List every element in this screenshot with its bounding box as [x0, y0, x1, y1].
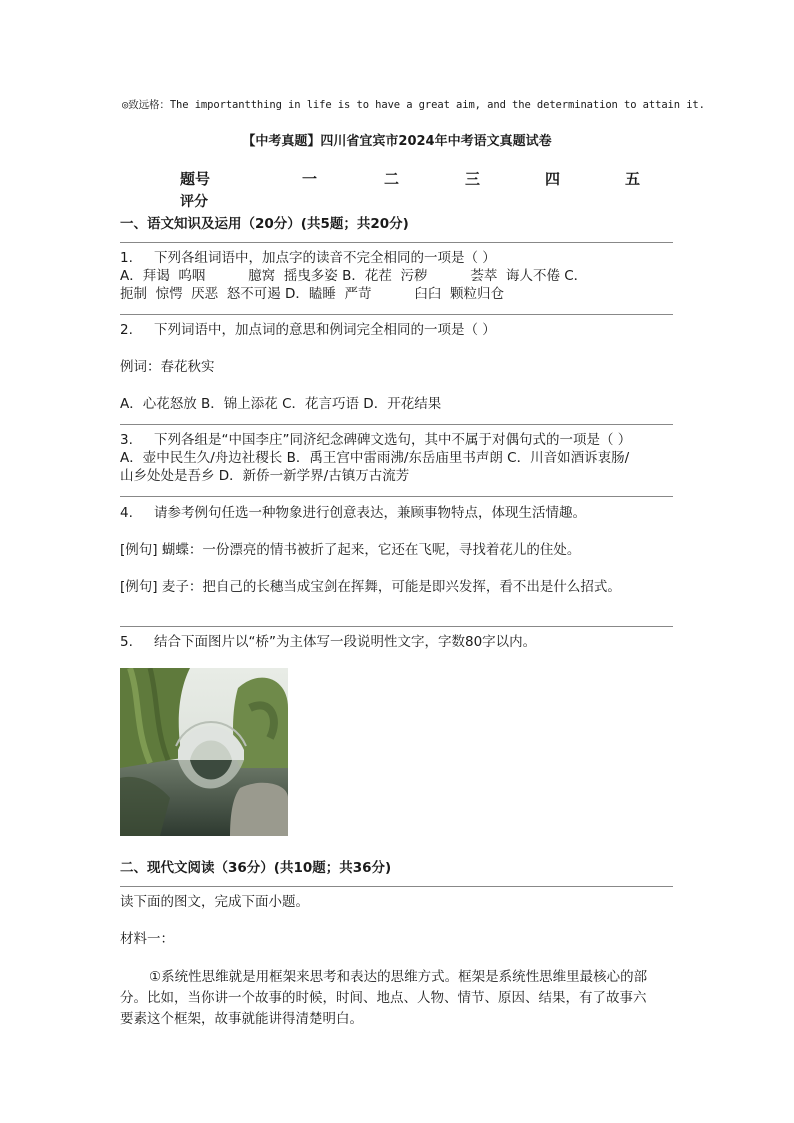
- header-motto: ◎致远格：The importantthing in life is to have a great aim, and the determination to attain it.: [122, 99, 705, 111]
- score-col-2: 二: [384, 170, 400, 188]
- question-options: A．心花怒放 B．锦上添花 C．花言巧语 D．开花结果: [120, 396, 442, 412]
- question-example: 例词：春花秋实: [120, 359, 215, 375]
- question-example: [例句] 蝴蝶：一份漂亮的情书被折了起来，它还在飞呢，寻找着花儿的住处。: [120, 542, 581, 558]
- divider: [120, 424, 673, 425]
- question-options: 山乡处处是吾乡 D．新侨一新学界/古镇万古流芳: [120, 468, 410, 484]
- divider: [120, 626, 673, 627]
- question-number: 4.: [120, 505, 133, 521]
- question-number: 5.: [120, 634, 133, 650]
- question-5-stem: [120, 633, 676, 651]
- page-title: 【中考真题】四川省宜宾市2024年中考语文真题试卷: [242, 134, 552, 149]
- question-options: A．壶中民生久/舟边社稷长 B．禹王宫中雷雨沸/东岳庙里书声朗 C．川音如酒诉衷肠/: [120, 450, 630, 466]
- score-col-3: 三: [465, 170, 481, 188]
- score-label-number: 题号: [180, 170, 211, 188]
- question-stem: 请参考例句任选一种物象进行创意表达，兼顾事物特点，体现生活情趣。: [154, 505, 586, 521]
- score-col-4: 四: [545, 170, 561, 188]
- section2-heading: 二、现代文阅读（36分）(共10题；共36分): [120, 860, 392, 876]
- material-paragraph: [120, 967, 676, 1030]
- question-1: [120, 249, 676, 303]
- question-stem: 结合下面图片以“桥”为主体写一段说明性文字，字数80字以内。: [154, 634, 537, 650]
- question-stem: 下列各组是“中国李庄”同济纪念碑碑文选句，其中不属于对偶句式的一项是（ ）: [154, 432, 632, 448]
- question-number: 2.: [120, 322, 133, 338]
- question-stem: 下列各组词语中，加点字的读音不完全相同的一项是（ ）: [154, 250, 496, 266]
- score-label-score: 评分: [180, 194, 208, 210]
- score-col-1: 一: [302, 170, 318, 188]
- divider: [120, 242, 673, 243]
- divider: [120, 886, 673, 887]
- question-stem: 下列词语中，加点词的意思和例词完全相同的一项是（ ）: [154, 322, 496, 338]
- material-label: 材料一：: [120, 931, 174, 947]
- divider: [120, 314, 673, 315]
- paragraph-line: 要素这个框架，故事就能讲得清楚明白。: [120, 1011, 363, 1027]
- divider: [120, 496, 673, 497]
- bridge-photo-image: [120, 668, 288, 836]
- question-number-stem: [120, 321, 676, 339]
- paragraph-line: 分。比如，当你讲一个故事的时候，时间、地点、人物、情节、原因、结果，有了故事六: [120, 990, 647, 1006]
- question-3: [120, 431, 676, 485]
- question-number: 3.: [120, 432, 133, 448]
- question-options: 扼制 惊愕 厌恶 怒不可遏 D．瞌睡 严苛 臼臼 颗粒归仓: [120, 286, 505, 302]
- question-4-stem: [120, 504, 676, 522]
- paragraph-line: ①系统性思维就是用框架来思考和表达的思维方式。框架是系统性思维里最核心的部: [149, 969, 648, 985]
- section1-heading: 一、语文知识及运用（20分）(共5题；共20分): [120, 216, 409, 232]
- question-number: 1.: [120, 250, 133, 266]
- reading-intro: 读下面的图文，完成下面小题。: [120, 894, 309, 910]
- bridge-photo: [120, 668, 288, 836]
- score-col-5: 五: [625, 170, 641, 188]
- question-example: [例句] 麦子：把自己的长穗当成宝剑在挥舞，可能是即兴发挥，看不出是什么招式。: [120, 579, 621, 595]
- question-options: A．拜谒 呜咽 臆窝 摇曳多姿 B．花茬 污秽 荟萃 诲人不倦 C．: [120, 268, 588, 284]
